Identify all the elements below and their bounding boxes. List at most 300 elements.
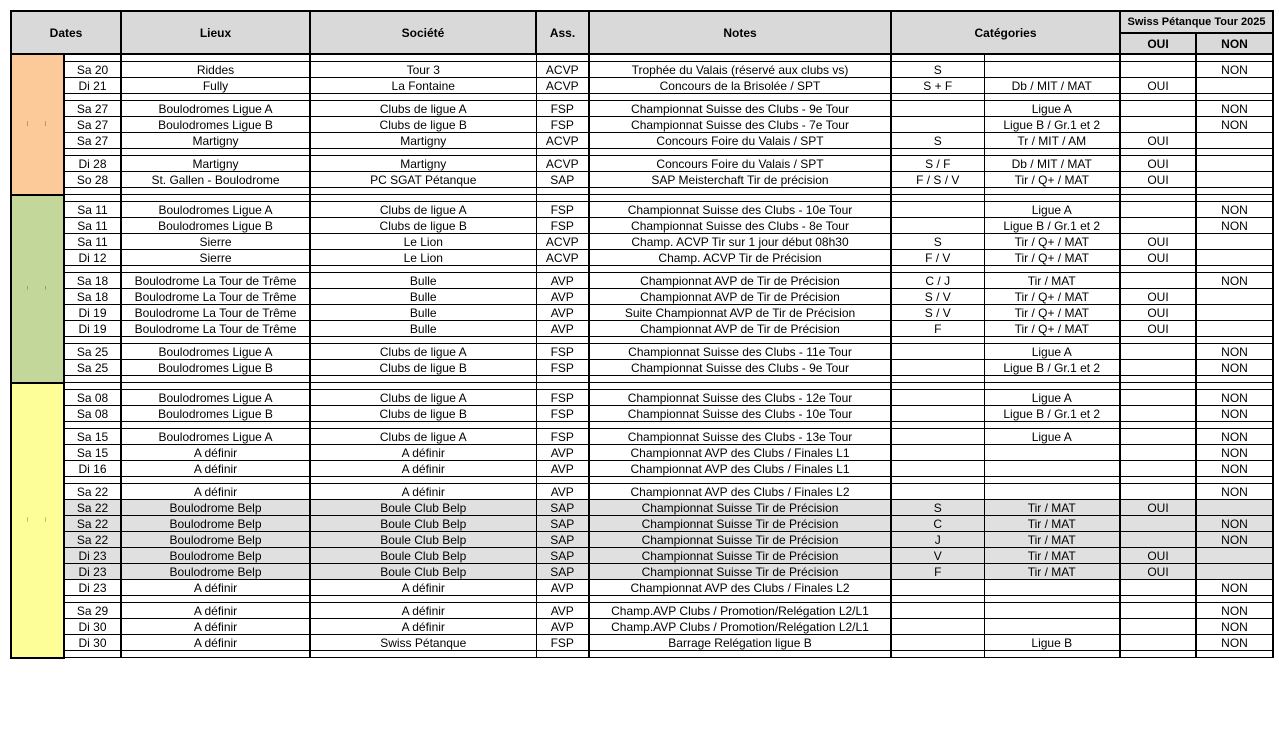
societe-cell xyxy=(310,195,536,202)
societe-cell: Clubs de ligue A xyxy=(310,344,536,360)
table-row xyxy=(11,548,1273,564)
date-cell: Sa 22 xyxy=(64,484,121,500)
oui-cell xyxy=(1120,195,1196,202)
table-row xyxy=(11,305,1273,321)
oui-cell: OUI xyxy=(1120,133,1196,149)
lieu-cell: Boulodromes Ligue A xyxy=(121,390,310,406)
table-row xyxy=(11,429,1273,445)
lieu-cell: Riddes xyxy=(121,62,310,78)
cat1-cell xyxy=(891,101,984,117)
date-cell: Di 30 xyxy=(64,635,121,651)
societe-cell: A définir xyxy=(310,484,536,500)
ass-cell xyxy=(536,149,589,156)
non-cell xyxy=(1196,266,1273,273)
lieu-cell: Boulodrome Belp xyxy=(121,500,310,516)
cat2-cell: Ligue A xyxy=(984,101,1120,117)
oui-cell xyxy=(1120,188,1196,195)
societe-cell: Clubs de ligue A xyxy=(310,202,536,218)
table-row xyxy=(11,390,1273,406)
societe-cell: Clubs de ligue B xyxy=(310,117,536,133)
date-cell xyxy=(64,195,121,202)
ass-cell: FSP xyxy=(536,344,589,360)
date-cell: Sa 29 xyxy=(64,603,121,619)
societe-cell xyxy=(310,596,536,603)
cat2-cell: Ligue A xyxy=(984,344,1120,360)
ass-cell: FSP xyxy=(536,218,589,234)
lieu-cell xyxy=(121,94,310,101)
lieu-cell xyxy=(121,376,310,383)
cat1-cell xyxy=(891,195,984,202)
ass-cell xyxy=(536,596,589,603)
ass-cell: SAP xyxy=(536,532,589,548)
cat1-cell: F / V xyxy=(891,250,984,266)
table-row xyxy=(11,78,1273,94)
cat1-cell xyxy=(891,376,984,383)
cat1-cell: S / V xyxy=(891,305,984,321)
date-cell xyxy=(64,337,121,344)
notes-cell xyxy=(589,477,891,484)
societe-cell: A définir xyxy=(310,580,536,596)
month-label xyxy=(11,195,64,383)
cat2-cell: Ligue B / Gr.1 et 2 xyxy=(984,117,1120,133)
notes-cell: Championnat Suisse Tir de Précision xyxy=(589,500,891,516)
ass-cell xyxy=(536,422,589,429)
notes-cell xyxy=(589,195,891,202)
non-cell: NON xyxy=(1196,603,1273,619)
cat2-cell: Ligue B / Gr.1 et 2 xyxy=(984,360,1120,376)
month-name-fr: Novembre xyxy=(27,517,29,522)
cat1-cell xyxy=(891,188,984,195)
cat1-cell: S xyxy=(891,500,984,516)
societe-cell: Bulle xyxy=(310,273,536,289)
lieu-cell: Boulodrome La Tour de Trême xyxy=(121,289,310,305)
oui-cell: OUI xyxy=(1120,305,1196,321)
lieu-cell: A définir xyxy=(121,484,310,500)
non-cell: NON xyxy=(1196,406,1273,422)
date-cell xyxy=(64,376,121,383)
cat2-cell: Tr / MIT / AM xyxy=(984,133,1120,149)
date-cell: Sa 22 xyxy=(64,532,121,548)
cat1-cell xyxy=(891,337,984,344)
cat1-cell xyxy=(891,580,984,596)
oui-cell xyxy=(1120,461,1196,477)
cat2-cell xyxy=(984,62,1120,78)
date-cell xyxy=(64,188,121,195)
ass-cell: AVP xyxy=(536,484,589,500)
table-row xyxy=(11,564,1273,580)
lieu-cell xyxy=(121,149,310,156)
cat2-cell xyxy=(984,188,1120,195)
notes-cell: Championnat Suisse Tir de Précision xyxy=(589,548,891,564)
date-cell xyxy=(64,422,121,429)
ass-cell: ACVP xyxy=(536,250,589,266)
oui-cell xyxy=(1120,94,1196,101)
date-cell: Di 21 xyxy=(64,78,121,94)
table-row xyxy=(11,500,1273,516)
spacer-row xyxy=(11,376,1273,383)
ass-cell: SAP xyxy=(536,516,589,532)
ass-cell: FSP xyxy=(536,202,589,218)
cat2-cell: Db / MIT / MAT xyxy=(984,156,1120,172)
table-row xyxy=(11,172,1273,188)
notes-cell xyxy=(589,376,891,383)
societe-cell: Clubs de ligue B xyxy=(310,218,536,234)
ass-cell: ACVP xyxy=(536,62,589,78)
societe-cell: A définir xyxy=(310,619,536,635)
table-row xyxy=(11,101,1273,117)
cat1-cell xyxy=(891,94,984,101)
ass-cell: AVP xyxy=(536,289,589,305)
notes-cell: Championnat AVP des Clubs / Finales L2 xyxy=(589,580,891,596)
lieu-cell: Martigny xyxy=(121,156,310,172)
lieu-cell: Boulodrome Belp xyxy=(121,532,310,548)
month-name-fr: Octobre xyxy=(27,286,29,290)
oui-cell xyxy=(1120,484,1196,500)
notes-cell: Concours de la Brisolée / SPT xyxy=(589,78,891,94)
non-cell: NON xyxy=(1196,360,1273,376)
ass-cell: SAP xyxy=(536,548,589,564)
lieu-cell: A définir xyxy=(121,635,310,651)
societe-cell xyxy=(310,422,536,429)
ass-cell: FSP xyxy=(536,390,589,406)
header-categories: Catégories xyxy=(891,11,1120,54)
cat2-cell xyxy=(984,445,1120,461)
lieu-cell: Boulodrome Belp xyxy=(121,548,310,564)
non-cell: NON xyxy=(1196,532,1273,548)
date-cell xyxy=(64,651,121,658)
table-row xyxy=(11,250,1273,266)
month-name-de: Oktober xyxy=(45,286,47,290)
cat1-cell: S + F xyxy=(891,78,984,94)
cat2-cell xyxy=(984,266,1120,273)
cat2-cell: Tir / Q+ / MAT xyxy=(984,250,1120,266)
cat1-cell: S xyxy=(891,234,984,250)
cat1-cell xyxy=(891,635,984,651)
notes-cell: Championnat Suisse des Clubs - 10e Tour xyxy=(589,202,891,218)
table-row xyxy=(11,635,1273,651)
lieu-cell: Boulodromes Ligue B xyxy=(121,218,310,234)
lieu-cell: Boulodrome La Tour de Trême xyxy=(121,305,310,321)
date-cell: Sa 11 xyxy=(64,234,121,250)
notes-cell: Championnat Suisse Tir de Précision xyxy=(589,516,891,532)
table-row xyxy=(11,218,1273,234)
non-cell xyxy=(1196,94,1273,101)
notes-cell xyxy=(589,596,891,603)
month-name-de: November xyxy=(45,517,47,522)
ass-cell: AVP xyxy=(536,273,589,289)
notes-cell: Champ. ACVP Tir sur 1 jour début 08h30 xyxy=(589,234,891,250)
oui-cell xyxy=(1120,429,1196,445)
non-cell: NON xyxy=(1196,273,1273,289)
lieu-cell xyxy=(121,54,310,62)
notes-cell: Barrage Relégation ligue B xyxy=(589,635,891,651)
notes-cell: Championnat AVP de Tir de Précision xyxy=(589,273,891,289)
table-row xyxy=(11,321,1273,337)
societe-cell: Tour 3 xyxy=(310,62,536,78)
ass-cell: AVP xyxy=(536,321,589,337)
societe-cell xyxy=(310,54,536,62)
societe-cell xyxy=(310,651,536,658)
lieu-cell: Boulodromes Ligue A xyxy=(121,344,310,360)
non-cell xyxy=(1196,149,1273,156)
notes-cell: Championnat AVP de Tir de Précision xyxy=(589,289,891,305)
oui-cell: OUI xyxy=(1120,500,1196,516)
spacer-row xyxy=(11,422,1273,429)
ass-cell: ACVP xyxy=(536,78,589,94)
date-cell: Sa 18 xyxy=(64,289,121,305)
societe-cell xyxy=(310,266,536,273)
ass-cell: FSP xyxy=(536,117,589,133)
ass-cell: AVP xyxy=(536,603,589,619)
ass-cell: AVP xyxy=(536,619,589,635)
ass-cell xyxy=(536,94,589,101)
non-cell xyxy=(1196,376,1273,383)
oui-cell xyxy=(1120,218,1196,234)
societe-cell xyxy=(310,94,536,101)
societe-cell: A définir xyxy=(310,603,536,619)
cat2-cell xyxy=(984,376,1120,383)
oui-cell xyxy=(1120,344,1196,360)
cat2-cell xyxy=(984,54,1120,62)
societe-cell: Clubs de ligue A xyxy=(310,101,536,117)
date-cell xyxy=(64,94,121,101)
spacer-row xyxy=(11,337,1273,344)
cat2-cell xyxy=(984,195,1120,202)
table-row xyxy=(11,273,1273,289)
societe-cell xyxy=(310,376,536,383)
cat1-cell xyxy=(891,477,984,484)
notes-cell: Championnat Suisse des Clubs - 10e Tour xyxy=(589,406,891,422)
societe-cell: Bulle xyxy=(310,289,536,305)
notes-cell: Championnat Suisse des Clubs - 12e Tour xyxy=(589,390,891,406)
table-row xyxy=(11,234,1273,250)
cat1-cell: S xyxy=(891,62,984,78)
cat2-cell xyxy=(984,603,1120,619)
societe-cell: Clubs de ligue B xyxy=(310,406,536,422)
date-cell: Sa 15 xyxy=(64,445,121,461)
non-cell: NON xyxy=(1196,390,1273,406)
oui-cell xyxy=(1120,603,1196,619)
table-row xyxy=(11,133,1273,149)
date-cell: Sa 11 xyxy=(64,218,121,234)
cat2-cell: Tir / MAT xyxy=(984,273,1120,289)
table-row xyxy=(11,344,1273,360)
table-row xyxy=(11,156,1273,172)
ass-cell: FSP xyxy=(536,429,589,445)
table-row xyxy=(11,484,1273,500)
lieu-cell xyxy=(121,477,310,484)
ass-cell xyxy=(536,188,589,195)
ass-cell xyxy=(536,195,589,202)
date-cell: Sa 25 xyxy=(64,344,121,360)
societe-cell: Clubs de ligue A xyxy=(310,390,536,406)
cat2-cell: Tir / MAT xyxy=(984,516,1120,532)
notes-cell: Championnat Suisse Tir de Précision xyxy=(589,532,891,548)
header-dates: Dates xyxy=(11,11,121,54)
oui-cell xyxy=(1120,406,1196,422)
oui-cell: OUI xyxy=(1120,250,1196,266)
societe-cell: PC SGAT Pétanque xyxy=(310,172,536,188)
cat1-cell xyxy=(891,202,984,218)
non-cell: NON xyxy=(1196,429,1273,445)
lieu-cell xyxy=(121,383,310,390)
non-cell xyxy=(1196,78,1273,94)
lieu-cell: A définir xyxy=(121,445,310,461)
cat2-cell: Ligue A xyxy=(984,202,1120,218)
societe-cell xyxy=(310,383,536,390)
cat2-cell xyxy=(984,619,1120,635)
ass-cell: SAP xyxy=(536,564,589,580)
non-cell xyxy=(1196,188,1273,195)
ass-cell: AVP xyxy=(536,580,589,596)
non-cell: NON xyxy=(1196,635,1273,651)
oui-cell xyxy=(1120,360,1196,376)
societe-cell: Bulle xyxy=(310,321,536,337)
cat2-cell xyxy=(984,484,1120,500)
spacer-row xyxy=(11,477,1273,484)
non-cell xyxy=(1196,596,1273,603)
oui-cell: OUI xyxy=(1120,321,1196,337)
societe-cell: Boule Club Belp xyxy=(310,548,536,564)
societe-cell: Swiss Pétanque xyxy=(310,635,536,651)
oui-cell xyxy=(1120,337,1196,344)
ass-cell: AVP xyxy=(536,445,589,461)
month-label xyxy=(11,383,64,658)
date-cell: Di 12 xyxy=(64,250,121,266)
lieu-cell: A définir xyxy=(121,603,310,619)
date-cell: Di 30 xyxy=(64,619,121,635)
date-cell: So 28 xyxy=(64,172,121,188)
cat1-cell xyxy=(891,429,984,445)
lieu-cell xyxy=(121,337,310,344)
cat2-cell xyxy=(984,580,1120,596)
notes-cell: Championnat AVP des Clubs / Finales L1 xyxy=(589,445,891,461)
header-societe: Société xyxy=(310,11,536,54)
date-cell: Sa 11 xyxy=(64,202,121,218)
table-row xyxy=(11,202,1273,218)
ass-cell: SAP xyxy=(536,500,589,516)
oui-cell: OUI xyxy=(1120,78,1196,94)
lieu-cell: Sierre xyxy=(121,234,310,250)
lieu-cell: Sierre xyxy=(121,250,310,266)
lieu-cell: Martigny xyxy=(121,133,310,149)
societe-cell xyxy=(310,477,536,484)
non-cell xyxy=(1196,500,1273,516)
notes-cell xyxy=(589,94,891,101)
oui-cell xyxy=(1120,376,1196,383)
ass-cell: FSP xyxy=(536,635,589,651)
spacer-row xyxy=(11,651,1273,658)
non-cell: NON xyxy=(1196,344,1273,360)
date-cell: Sa 20 xyxy=(64,62,121,78)
oui-cell xyxy=(1120,149,1196,156)
oui-cell xyxy=(1120,383,1196,390)
non-cell xyxy=(1196,305,1273,321)
notes-cell: Championnat AVP des Clubs / Finales L2 xyxy=(589,484,891,500)
non-cell xyxy=(1196,195,1273,202)
spacer-row xyxy=(11,195,1273,202)
table-row xyxy=(11,461,1273,477)
header-oui: OUI xyxy=(1120,33,1196,54)
notes-cell: Champ.AVP Clubs / Promotion/Relégation L2/L1 xyxy=(589,603,891,619)
spacer-row xyxy=(11,266,1273,273)
date-cell: Sa 22 xyxy=(64,500,121,516)
oui-cell xyxy=(1120,596,1196,603)
date-cell: Di 23 xyxy=(64,580,121,596)
non-cell xyxy=(1196,383,1273,390)
date-cell: Sa 27 xyxy=(64,117,121,133)
societe-cell: La Fontaine xyxy=(310,78,536,94)
oui-cell: OUI xyxy=(1120,234,1196,250)
non-cell xyxy=(1196,250,1273,266)
cat1-cell xyxy=(891,406,984,422)
cat1-cell xyxy=(891,390,984,406)
spacer-row xyxy=(11,596,1273,603)
date-cell: Di 19 xyxy=(64,305,121,321)
lieu-cell: Boulodromes Ligue B xyxy=(121,360,310,376)
date-cell: Sa 27 xyxy=(64,133,121,149)
cat2-cell: Ligue B xyxy=(984,635,1120,651)
lieu-cell: Boulodromes Ligue A xyxy=(121,429,310,445)
ass-cell: AVP xyxy=(536,461,589,477)
non-cell: NON xyxy=(1196,580,1273,596)
societe-cell: Boule Club Belp xyxy=(310,516,536,532)
spacer-row xyxy=(11,188,1273,195)
header-lieux: Lieux xyxy=(121,11,310,54)
societe-cell xyxy=(310,149,536,156)
cat1-cell: J xyxy=(891,532,984,548)
societe-cell: A définir xyxy=(310,461,536,477)
ass-cell xyxy=(536,477,589,484)
oui-cell: OUI xyxy=(1120,156,1196,172)
notes-cell xyxy=(589,422,891,429)
cat1-cell: S xyxy=(891,133,984,149)
societe-cell: Boule Club Belp xyxy=(310,532,536,548)
ass-cell: ACVP xyxy=(536,133,589,149)
cat1-cell xyxy=(891,461,984,477)
non-cell xyxy=(1196,54,1273,62)
cat1-cell xyxy=(891,266,984,273)
cat1-cell xyxy=(891,596,984,603)
cat2-cell: Tir / MAT xyxy=(984,564,1120,580)
lieu-cell: Boulodromes Ligue A xyxy=(121,101,310,117)
notes-cell: Championnat Suisse des Clubs - 8e Tour xyxy=(589,218,891,234)
oui-cell: OUI xyxy=(1120,172,1196,188)
table-row xyxy=(11,619,1273,635)
oui-cell xyxy=(1120,516,1196,532)
oui-cell: OUI xyxy=(1120,548,1196,564)
societe-cell: A définir xyxy=(310,445,536,461)
header-non: NON xyxy=(1196,33,1273,54)
lieu-cell xyxy=(121,266,310,273)
date-cell xyxy=(64,54,121,62)
societe-cell: Clubs de ligue A xyxy=(310,429,536,445)
oui-cell xyxy=(1120,477,1196,484)
date-cell xyxy=(64,596,121,603)
societe-cell xyxy=(310,188,536,195)
cat2-cell: Tir / Q+ / MAT xyxy=(984,289,1120,305)
notes-cell xyxy=(589,54,891,62)
cat1-cell: V xyxy=(891,548,984,564)
date-cell: Sa 15 xyxy=(64,429,121,445)
non-cell: NON xyxy=(1196,619,1273,635)
header-notes: Notes xyxy=(589,11,891,54)
societe-cell: Martigny xyxy=(310,133,536,149)
non-cell: NON xyxy=(1196,445,1273,461)
cat2-cell xyxy=(984,383,1120,390)
non-cell xyxy=(1196,548,1273,564)
month-name-fr: Septembre xyxy=(27,121,29,127)
